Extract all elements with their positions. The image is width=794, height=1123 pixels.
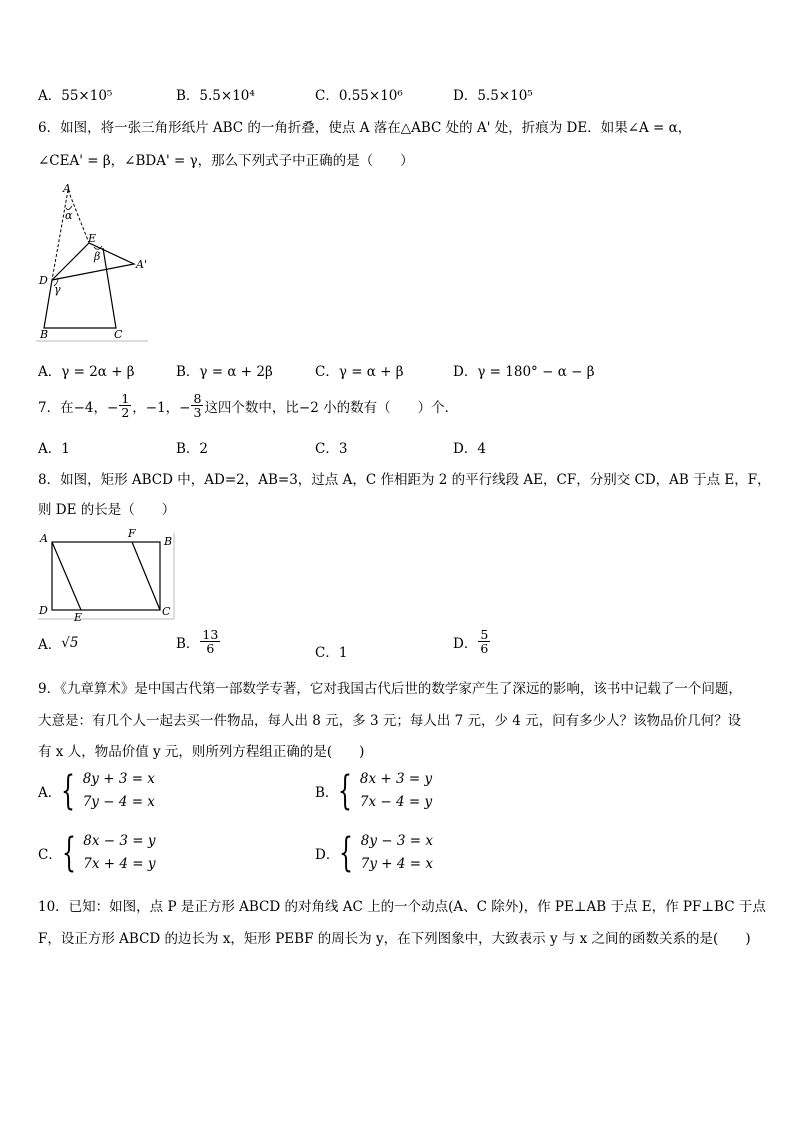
q7-fraction-2-num: 8 [193,391,202,406]
q7-mid: ，−1，− [132,399,191,416]
q8-option-a[interactable] [38,633,78,653]
q5-option-a[interactable] [38,84,112,104]
q6-stem-line2: ∠CEA' = β，∠BDA' = γ，那么下列式子中正确的是（ ） [38,153,414,169]
q8-option-d-den: 6 [480,641,489,657]
q8-label-b: B [164,535,173,548]
q9-option-b-label: B． [315,785,339,801]
q8-label-f: F [128,527,136,540]
q8-stem-line1: 8．如图，矩形 ABCD 中，AD=2，AB=3，过点 A，C 作相距为 2 的平行线段 AE，CF，分别交 CD，AB 于点 E，F， [38,472,771,488]
q8-label-c: C [162,605,171,618]
q9-stem-line3: 有 x 人，物品价值 y 元，则所列方程组正确的是( ) [38,744,365,760]
q6-label-gamma: γ [54,283,61,296]
q6-stem-line1: 6．如图，将一张三角形纸片 ABC 的一角折叠，使点 A 落在△ABC 处的 A' 处，折痕为 DE．如果∠A = α， [38,120,692,136]
q9-option-a[interactable] [38,768,155,814]
q9-stem-line1: 9．《九章算术》是中国古代第一部数学专著，它对我国古代后世的数学家产生了深远的影响，该书中记载了一个问题， [38,681,742,697]
q7-option-a[interactable] [38,437,70,457]
q9-option-a-eq1: 8y + 3 = x [82,771,155,787]
q7-suffix: 这四个数中，比−2 小的数有（ ）个． [204,399,459,416]
q8-option-d-label: D． [453,635,478,652]
q6-label-c: C [114,328,123,341]
q6-label-a: A [63,182,71,195]
q5-option-a-text: A．55×10⁵ [38,88,113,104]
q9-option-c-system: { 8x − 3 = y 7x + 4 = y [61,830,156,876]
q8-option-b-label: B． [176,635,200,652]
q9-option-d[interactable] [315,830,433,876]
q6-option-c-text: C．γ = α + β [315,364,404,380]
q8-option-b-den: 6 [206,641,215,657]
q9-option-c[interactable] [38,830,156,876]
q8-label-e: E [74,611,83,621]
q6-label-alpha: α [65,209,73,222]
q9-option-d-eq2: 7y + 4 = x [360,856,433,872]
q10-stem-line2: F，设正方形 ABCD 的边长为 x，矩形 PEBF 的周长为 y，在下列图象中，大致表示 y 与 x 之间的函数关系的是( ) [38,931,751,947]
q8-option-b-num: 13 [202,627,219,642]
q8-option-c[interactable] [315,641,347,661]
q9-option-a-system: { 8y + 3 = x 7y − 4 = x [61,768,155,814]
q7-fraction-2-den: 3 [193,405,202,421]
q6-label-a-prime: A' [136,258,147,271]
q9-option-c-eq2: 7x + 4 = y [83,856,156,872]
q7-option-c[interactable] [315,437,347,457]
q8-label-a: A [40,532,48,545]
q7-fraction-1 [119,392,131,419]
q6-label-e: E [88,232,97,245]
q6-label-b: B [40,328,49,341]
q8-option-a-label: A． [38,637,62,653]
q7-option-b[interactable] [176,437,208,457]
q9-option-b-system: { 8x + 3 = y 7x − 4 = y [338,768,433,814]
q6-option-c[interactable] [315,360,404,380]
q8-option-d-fraction [478,628,490,655]
q6-option-d-text: D．γ = 180° − α − β [453,364,595,380]
q7-prefix: 7．在−4，− [38,399,119,416]
q6-figure [36,180,154,346]
q7-option-d[interactable] [453,437,486,457]
q9-option-b[interactable] [315,768,432,814]
q6-option-a[interactable] [38,360,135,380]
q8-figure [36,525,178,621]
q9-option-a-label: A． [38,785,62,801]
q5-option-c-text: C．0.55×10⁶ [315,88,403,104]
q5-option-d-text: D．5.5×10⁵ [453,88,533,104]
q7-option-c-text: C．3 [315,441,348,457]
q5-option-b-text: B．5.5×10⁴ [176,88,255,104]
q5-option-b[interactable] [176,84,255,104]
q9-option-d-system: { 8y − 3 = x 7y + 4 = x [339,830,433,876]
q6-option-a-text: A．γ = 2α + β [38,364,135,380]
q9-option-a-eq2: 7y − 4 = x [82,794,155,810]
q8-option-d-num: 5 [480,627,489,642]
q8-option-c-text: C．1 [315,645,348,661]
q9-option-d-label: D． [315,847,340,863]
q6-label-d: D [39,274,48,287]
q7-option-d-text: D．4 [453,441,486,457]
q9-option-b-eq2: 7x − 4 = y [359,794,433,810]
q9-option-c-label: C． [38,847,62,863]
q8-stem-line2: 则 DE 的长是（ ） [38,502,176,518]
q6-option-b[interactable] [176,360,273,380]
q6-option-b-text: B．γ = α + 2β [176,364,273,380]
q9-option-d-eq1: 8y − 3 = x [360,833,433,849]
q10-stem-line1: 10．已知：如图，点 P 是正方形 ABCD 的对角线 AC 上的一个动点(A、C 除外)，作 PE⊥AB 于点 E，作 PF⊥BC 于点 [38,899,766,915]
q9-option-b-eq1: 8x + 3 = y [359,771,433,787]
q8-option-d[interactable] [453,628,491,655]
q5-option-d[interactable] [453,84,533,104]
q8-option-b-fraction [200,628,220,655]
q7-stem [38,392,458,419]
q9-stem-line2: 大意是：有几个人一起去买一件物品，每人出 8 元，多 3 元；每人出 7 元，少 4 元，问有多少人？该物品价几何？设 [38,713,742,729]
q6-label-beta: β [94,250,101,263]
q7-option-a-text: A．1 [38,441,70,457]
q8-option-a-value: √5 [61,635,79,651]
q9-option-c-eq1: 8x − 3 = y [83,833,156,849]
q6-option-d[interactable] [453,360,595,380]
q5-option-c[interactable] [315,84,403,104]
q8-option-b[interactable] [176,628,221,655]
q7-option-b-text: B．2 [176,441,209,457]
q7-fraction-2 [191,392,203,419]
q7-fraction-1-den: 2 [121,405,130,421]
q7-fraction-1-num: 1 [121,391,130,406]
q8-label-d: D [39,604,48,617]
